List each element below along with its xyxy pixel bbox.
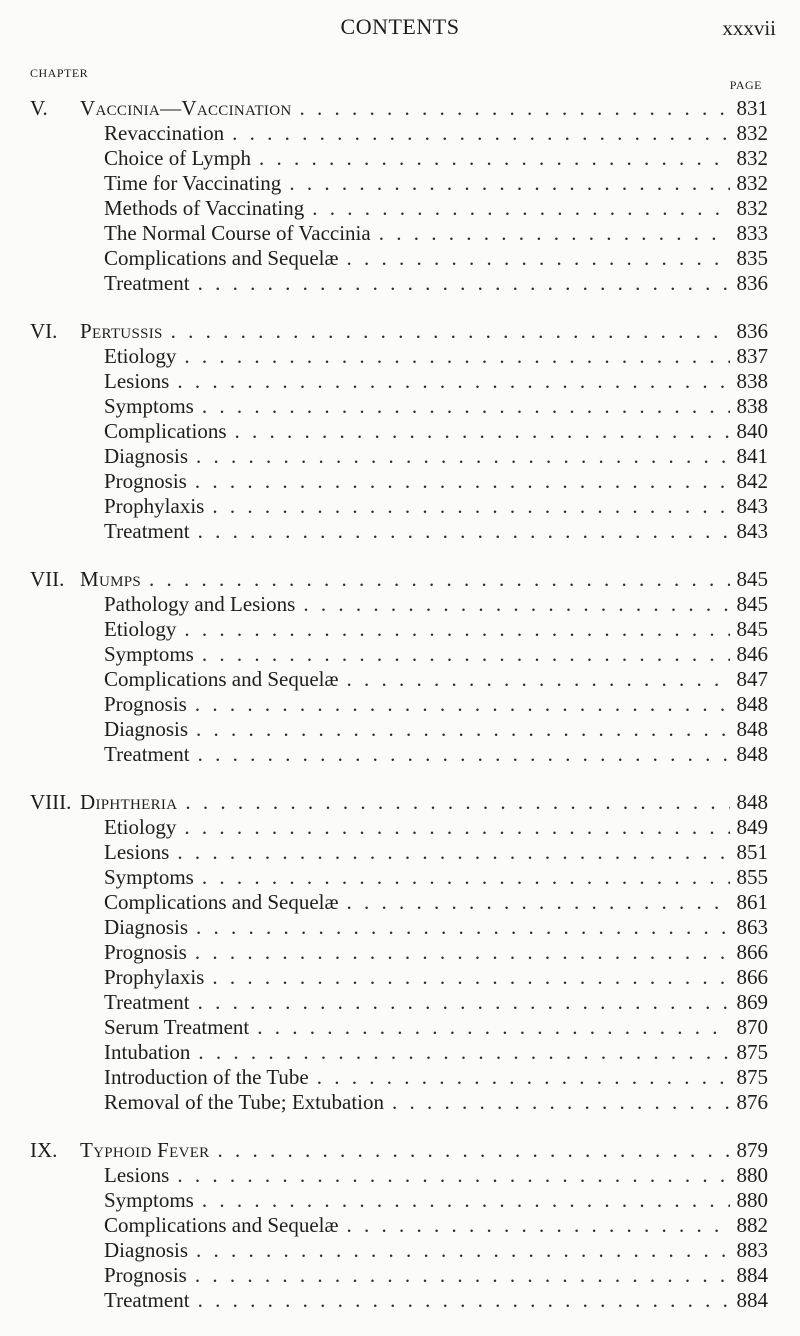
- toc-entry: [0, 592, 800, 617]
- entry-line: [80, 567, 768, 592]
- entry-line: [104, 419, 768, 444]
- dot-leader: [309, 1065, 730, 1090]
- dot-leader: [141, 567, 730, 592]
- chapter-number: IX.: [30, 1138, 58, 1162]
- dot-leader: [295, 592, 730, 617]
- chapter-row: [0, 567, 800, 592]
- dot-leader: [210, 1138, 731, 1163]
- dot-leader: [176, 815, 730, 840]
- toc-entry: [0, 146, 800, 171]
- entry-line: [104, 394, 768, 419]
- dot-leader: [224, 121, 730, 146]
- page-ref: 855: [736, 865, 768, 889]
- page-ref: 883: [736, 1238, 768, 1262]
- entry-line: [104, 890, 768, 915]
- page-ref: 832: [736, 171, 768, 195]
- page-ref: 880: [736, 1188, 768, 1212]
- entry-title: Prognosis: [104, 1263, 187, 1287]
- dot-leader: [169, 1163, 730, 1188]
- entry-line: [104, 1213, 768, 1238]
- page-ref: 836: [736, 271, 768, 295]
- page-ref: 861: [736, 890, 768, 914]
- dot-leader: [188, 444, 730, 469]
- entry-title: Prognosis: [104, 940, 187, 964]
- page-ref: 835: [736, 246, 768, 270]
- page-ref: 836: [736, 319, 768, 343]
- dot-leader: [176, 344, 730, 369]
- toc-entry: [0, 221, 800, 246]
- page-ref: 880: [736, 1163, 768, 1187]
- page-ref: 848: [736, 742, 768, 766]
- dot-leader: [194, 865, 730, 890]
- toc-entry: [0, 344, 800, 369]
- entry-line: [104, 519, 768, 544]
- page-ref: 840: [736, 419, 768, 443]
- page-ref: 838: [736, 394, 768, 418]
- entry-title: The Normal Course of Vaccinia: [104, 221, 371, 245]
- entry-title: Complications and Sequelæ: [104, 890, 339, 914]
- chapter-title: Typhoid Fever: [80, 1138, 210, 1162]
- entry-line: [104, 221, 768, 246]
- page-ref: 848: [736, 790, 768, 814]
- toc-entry: [0, 1288, 800, 1313]
- table-of-contents: [0, 96, 800, 1336]
- entry-title: Complications and Sequelæ: [104, 667, 339, 691]
- dot-leader: [194, 642, 730, 667]
- page-ref: 838: [736, 369, 768, 393]
- entry-title: Prognosis: [104, 469, 187, 493]
- chapter-section: [0, 567, 800, 767]
- entry-title: Etiology: [104, 815, 177, 839]
- entry-title: Diagnosis: [104, 915, 188, 939]
- entry-line: [104, 965, 768, 990]
- dot-leader: [187, 940, 730, 965]
- dot-leader: [169, 840, 730, 865]
- entry-title: Symptoms: [104, 642, 194, 666]
- toc-entry: [0, 121, 800, 146]
- chapter-row: [0, 790, 800, 815]
- entry-line: [104, 146, 768, 171]
- entry-line: [104, 592, 768, 617]
- entry-title: Methods of Vaccinating: [104, 196, 305, 220]
- entry-line: [104, 344, 768, 369]
- chapter-title: Diphtheria: [80, 790, 178, 814]
- page-ref: 847: [736, 667, 768, 691]
- page-ref: 845: [736, 592, 768, 616]
- entry-line: [104, 469, 768, 494]
- toc-entry: [0, 171, 800, 196]
- entry-title: Diagnosis: [104, 1238, 188, 1262]
- entry-title: Prophylaxis: [104, 494, 205, 518]
- page-ref: 833: [736, 221, 768, 245]
- entry-line: [104, 1090, 768, 1115]
- chapter-section: [0, 1138, 800, 1313]
- dot-leader: [190, 519, 730, 544]
- toc-entry: [0, 394, 800, 419]
- chapter-title: Vaccinia—Vaccination: [80, 96, 292, 120]
- dot-leader: [188, 1238, 730, 1263]
- toc-entry: [0, 1065, 800, 1090]
- toc-entry: [0, 1015, 800, 1040]
- entry-line: [104, 815, 768, 840]
- entry-title: Pathology and Lesions: [104, 592, 296, 616]
- toc-entry: [0, 990, 800, 1015]
- dot-leader: [190, 271, 730, 296]
- entry-line: [104, 1263, 768, 1288]
- page-ref: 884: [736, 1288, 768, 1312]
- chapter-number: VI.: [30, 319, 58, 343]
- entry-title: Diagnosis: [104, 444, 188, 468]
- entry-line: [104, 196, 768, 221]
- page-ref: 837: [736, 344, 768, 368]
- toc-entry: [0, 915, 800, 940]
- dot-leader: [338, 890, 730, 915]
- toc-entry: [0, 1238, 800, 1263]
- chapter-number: VIII.: [30, 790, 72, 814]
- entry-title: Treatment: [104, 271, 190, 295]
- entry-line: [104, 617, 768, 642]
- entry-title: Introduction of the Tube: [104, 1065, 309, 1089]
- page-ref: 832: [736, 146, 768, 170]
- toc-entry: [0, 865, 800, 890]
- entry-line: [104, 444, 768, 469]
- page-ref: 849: [736, 815, 768, 839]
- chapter-row: [0, 1138, 800, 1163]
- entry-title: Symptoms: [104, 394, 194, 418]
- entry-line: [104, 1163, 768, 1188]
- entry-line: [104, 915, 768, 940]
- dot-leader: [371, 221, 730, 246]
- entry-line: [80, 790, 768, 815]
- chapter-number: V.: [30, 96, 48, 120]
- dot-leader: [187, 692, 730, 717]
- page-ref: 882: [736, 1213, 768, 1237]
- entry-title: Removal of the Tube; Extubation: [104, 1090, 384, 1114]
- entry-title: Treatment: [104, 519, 190, 543]
- page-ref: 875: [736, 1065, 768, 1089]
- page-ref: 845: [736, 567, 768, 591]
- toc-entry: [0, 965, 800, 990]
- entry-title: Lesions: [104, 1163, 170, 1187]
- toc-entry: [0, 940, 800, 965]
- dot-leader: [292, 96, 731, 121]
- toc-entry: [0, 519, 800, 544]
- dot-leader: [176, 617, 730, 642]
- entry-line: [104, 717, 768, 742]
- entry-line: [80, 1138, 768, 1163]
- entry-line: [104, 1288, 768, 1313]
- page-ref: 884: [736, 1263, 768, 1287]
- dot-leader: [338, 1213, 730, 1238]
- toc-entry: [0, 1040, 800, 1065]
- chapter-title: Pertussis: [80, 319, 163, 343]
- entry-title: Symptoms: [104, 865, 194, 889]
- page-ref: 848: [736, 717, 768, 741]
- chapter-section: [0, 96, 800, 296]
- page-ref: 876: [736, 1090, 768, 1114]
- toc-entry: [0, 742, 800, 767]
- toc-entry: [0, 369, 800, 394]
- entry-line: [104, 121, 768, 146]
- chapter-number: VII.: [30, 567, 65, 591]
- toc-entry: [0, 419, 800, 444]
- entry-line: [104, 840, 768, 865]
- dot-leader: [190, 742, 730, 767]
- entry-title: Choice of Lymph: [104, 146, 251, 170]
- toc-entry: [0, 1188, 800, 1213]
- toc-entry: [0, 196, 800, 221]
- entry-title: Treatment: [104, 990, 190, 1014]
- dot-leader: [187, 469, 730, 494]
- page-ref: 866: [736, 940, 768, 964]
- dot-leader: [338, 667, 730, 692]
- dot-leader: [204, 965, 730, 990]
- chapter-row: [0, 319, 800, 344]
- toc-entry: [0, 890, 800, 915]
- entry-line: [104, 271, 768, 296]
- entry-title: Lesions: [104, 369, 170, 393]
- toc-entry: [0, 246, 800, 271]
- entry-line: [104, 692, 768, 717]
- entry-line: [104, 865, 768, 890]
- dot-leader: [190, 1288, 730, 1313]
- toc-entry: [0, 1090, 800, 1115]
- page-ref: 875: [736, 1040, 768, 1064]
- dot-leader: [188, 717, 730, 742]
- entry-title: Complications and Sequelæ: [104, 246, 339, 270]
- entry-title: Lesions: [104, 840, 170, 864]
- page-ref: 879: [736, 1138, 768, 1162]
- page-ref: 841: [736, 444, 768, 468]
- toc-entry: [0, 1263, 800, 1288]
- page-ref: 842: [736, 469, 768, 493]
- entry-title: Symptoms: [104, 1188, 194, 1212]
- entry-line: [104, 990, 768, 1015]
- page-ref: 843: [736, 494, 768, 518]
- chapter-row: [0, 96, 800, 121]
- page-ref: 845: [736, 617, 768, 641]
- page-ref: 870: [736, 1015, 768, 1039]
- toc-entry: [0, 617, 800, 642]
- entry-line: [104, 494, 768, 519]
- dot-leader: [194, 1188, 730, 1213]
- entry-line: [104, 369, 768, 394]
- toc-entry: [0, 692, 800, 717]
- entry-line: [104, 1065, 768, 1090]
- entry-title: Time for Vaccinating: [104, 171, 282, 195]
- entry-title: Treatment: [104, 742, 190, 766]
- chapter-section: [0, 790, 800, 1115]
- dot-leader: [251, 146, 730, 171]
- page-number: xxxvii: [722, 16, 776, 40]
- chapter-title: Mumps: [80, 567, 142, 591]
- page-title: CONTENTS: [340, 14, 460, 39]
- toc-entry: [0, 444, 800, 469]
- entry-title: Prophylaxis: [104, 965, 205, 989]
- chapter-column-label: CHAPTER: [30, 66, 89, 80]
- dot-leader: [204, 494, 730, 519]
- entry-line: [80, 319, 768, 344]
- entry-line: [104, 1015, 768, 1040]
- entry-title: Revaccination: [104, 121, 225, 145]
- dot-leader: [188, 915, 730, 940]
- toc-entry: [0, 840, 800, 865]
- dot-leader: [281, 171, 730, 196]
- entry-line: [104, 1188, 768, 1213]
- toc-entry: [0, 1163, 800, 1188]
- entry-line: [104, 940, 768, 965]
- dot-leader: [177, 790, 730, 815]
- entry-title: Complications and Sequelæ: [104, 1213, 339, 1237]
- entry-line: [104, 642, 768, 667]
- dot-leader: [169, 369, 730, 394]
- entry-title: Complications: [104, 419, 227, 443]
- toc-entry: [0, 667, 800, 692]
- toc-entry: [0, 642, 800, 667]
- entry-line: [104, 742, 768, 767]
- page-ref: 832: [736, 196, 768, 220]
- entry-title: Serum Treatment: [104, 1015, 250, 1039]
- entry-line: [104, 171, 768, 196]
- dot-leader: [338, 246, 730, 271]
- dot-leader: [187, 1263, 730, 1288]
- toc-entry: [0, 717, 800, 742]
- page-ref: 851: [736, 840, 768, 864]
- entry-title: Diagnosis: [104, 717, 188, 741]
- page-ref: 831: [736, 96, 768, 120]
- page-ref: 846: [736, 642, 768, 666]
- entry-line: [80, 96, 768, 121]
- toc-entry: [0, 494, 800, 519]
- entry-line: [104, 246, 768, 271]
- entry-title: Etiology: [104, 617, 177, 641]
- dot-leader: [384, 1090, 730, 1115]
- toc-entry: [0, 1213, 800, 1238]
- dot-leader: [190, 990, 730, 1015]
- toc-entry: [0, 815, 800, 840]
- entry-title: Treatment: [104, 1288, 190, 1312]
- dot-leader: [304, 196, 730, 221]
- dot-leader: [249, 1015, 730, 1040]
- entry-line: [104, 1040, 768, 1065]
- entry-title: Intubation: [104, 1040, 191, 1064]
- page-ref: 832: [736, 121, 768, 145]
- toc-entry: [0, 271, 800, 296]
- dot-leader: [227, 419, 731, 444]
- chapter-section: [0, 319, 800, 544]
- dot-leader: [190, 1040, 730, 1065]
- page-ref: 869: [736, 990, 768, 1014]
- page-ref: 863: [736, 915, 768, 939]
- entry-line: [104, 1238, 768, 1263]
- toc-entry: [0, 469, 800, 494]
- entry-title: Prognosis: [104, 692, 187, 716]
- page-column-label: PAGE: [729, 78, 762, 92]
- page-ref: 866: [736, 965, 768, 989]
- page-ref: 848: [736, 692, 768, 716]
- entry-line: [104, 667, 768, 692]
- page-ref: 843: [736, 519, 768, 543]
- dot-leader: [194, 394, 730, 419]
- dot-leader: [163, 319, 730, 344]
- entry-title: Etiology: [104, 344, 177, 368]
